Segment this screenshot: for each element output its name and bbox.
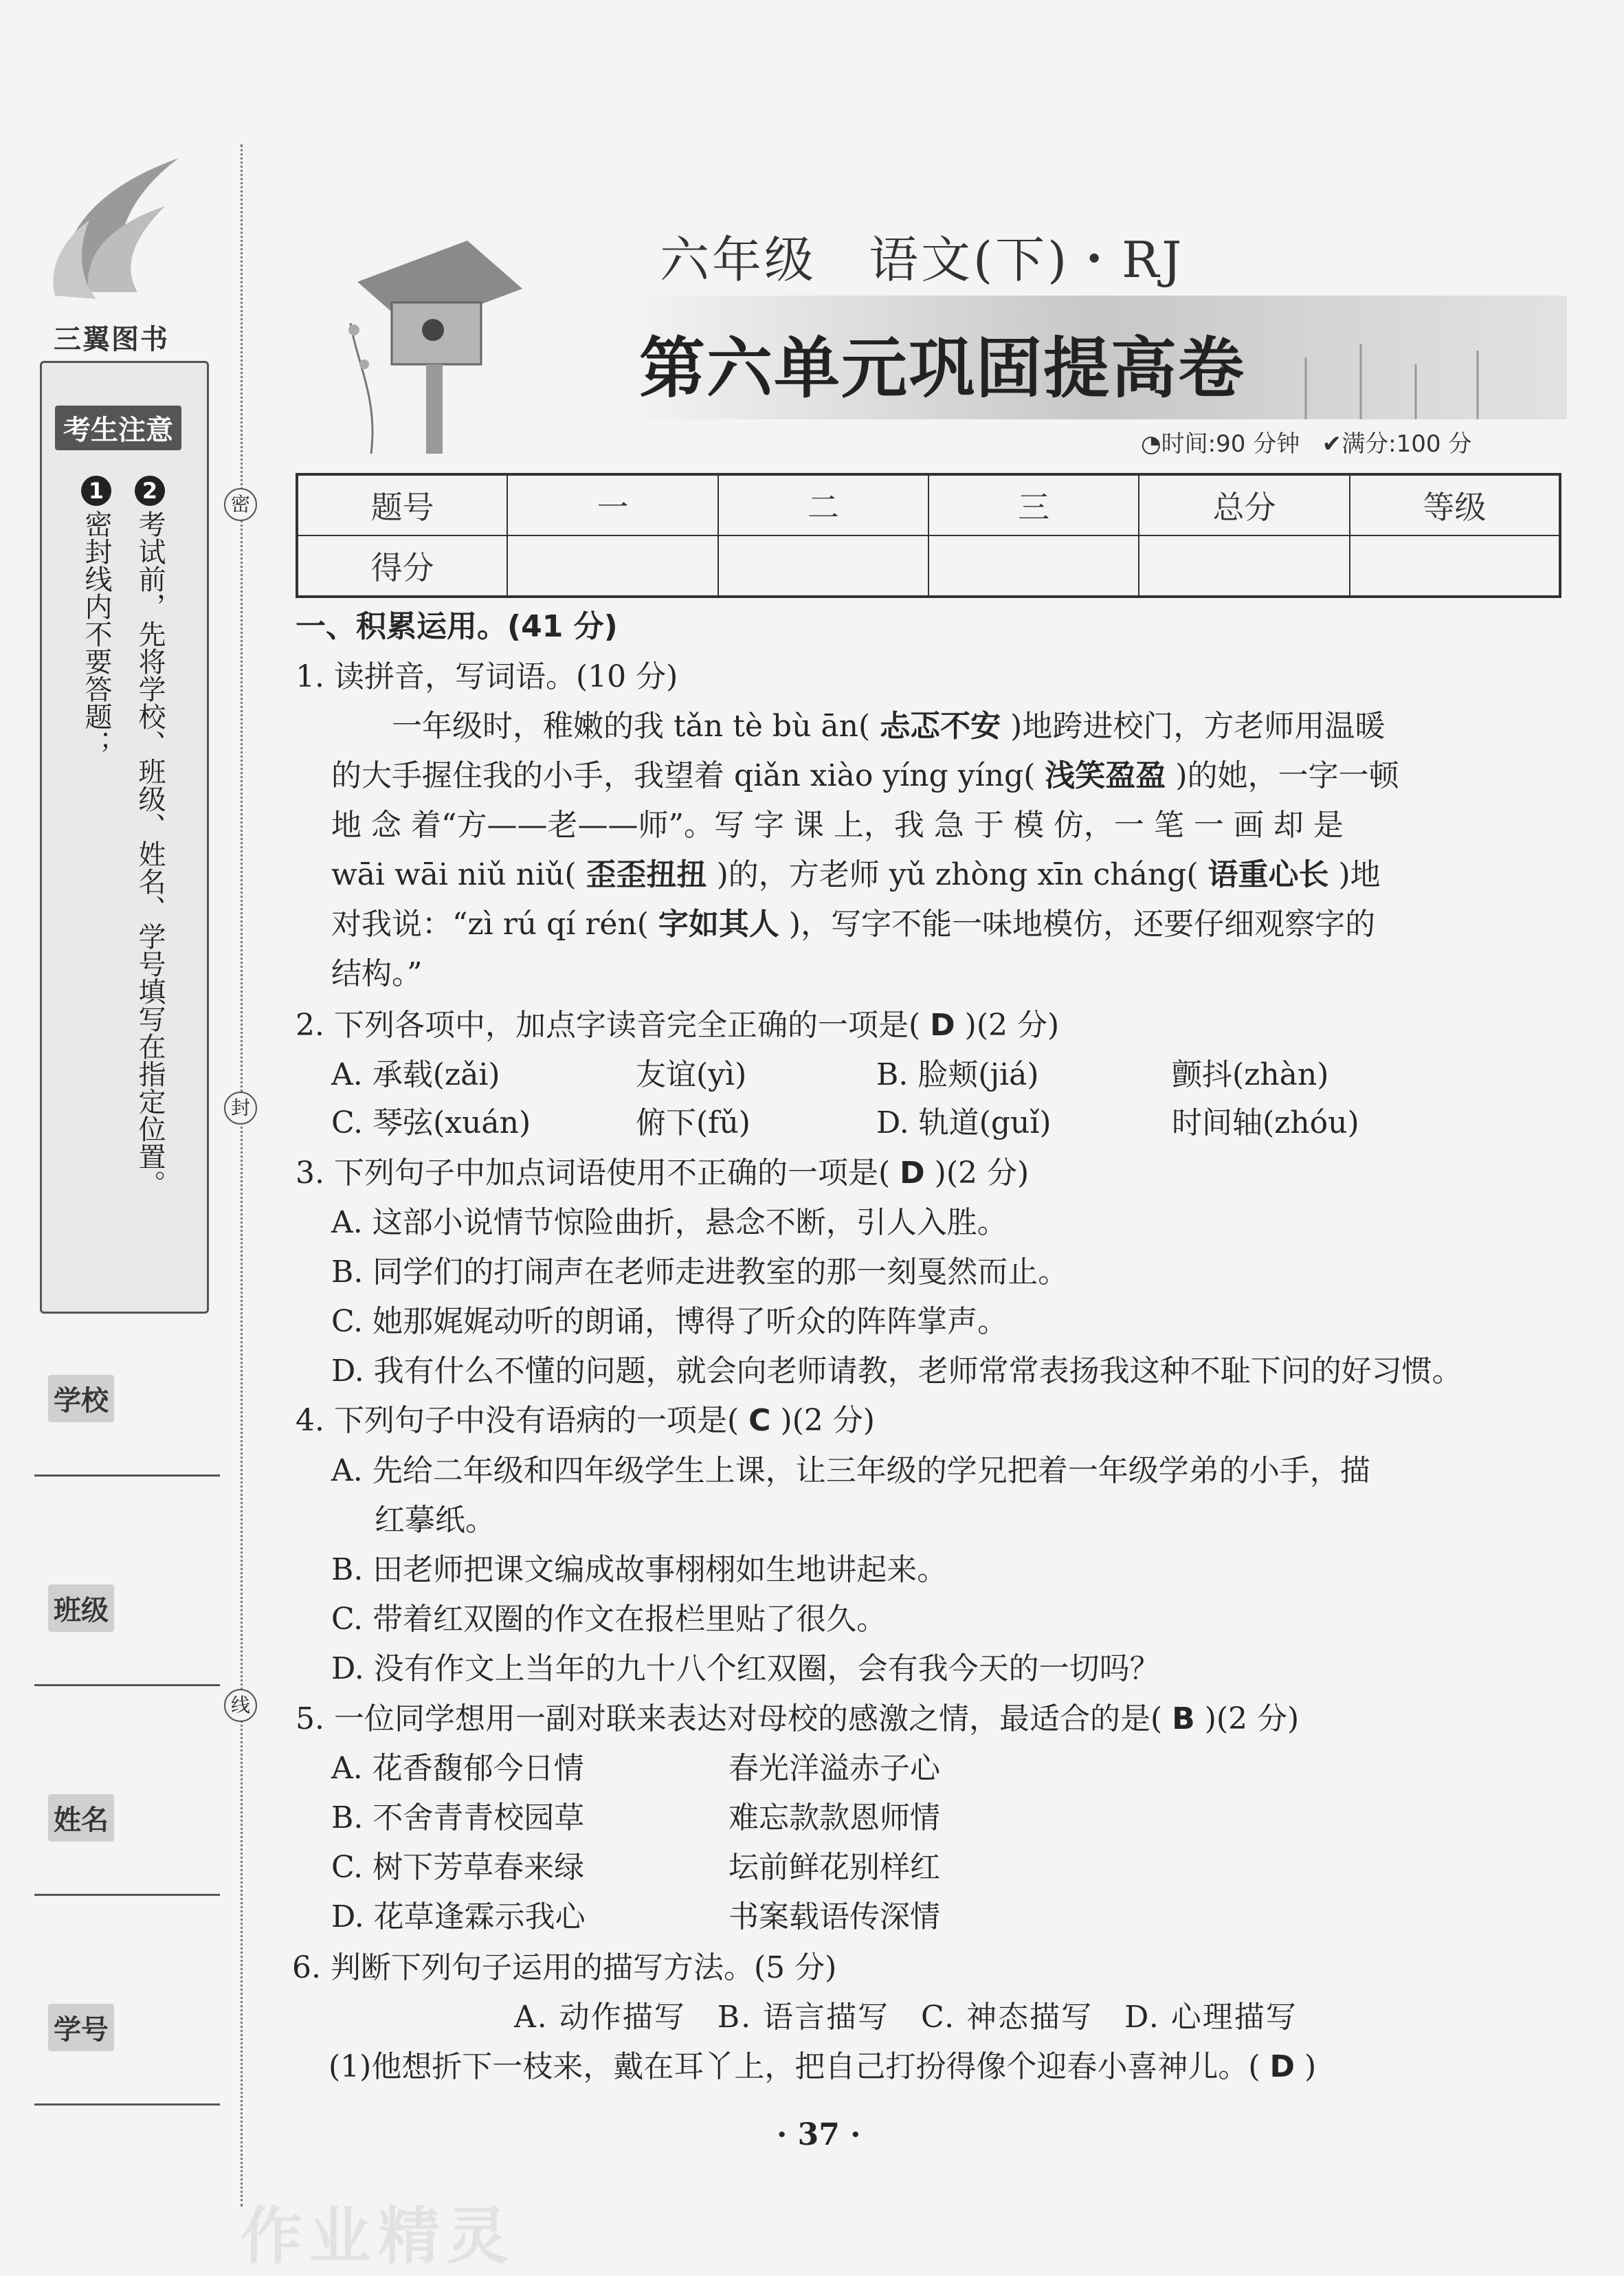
q3-answer: D: [900, 1156, 925, 1191]
publisher-name: 三翼图书: [54, 324, 169, 355]
q5-option-b: B. 不舍青青校园草: [331, 1800, 585, 1835]
q1-line-2: [331, 755, 1399, 797]
q1-text: )的，方老师 yǔ zhòng xīn cháng(: [716, 857, 1199, 892]
q3-option-b: B. 同学们的打闹声在老师走进教室的那一刻戛然而止。: [331, 1255, 1069, 1290]
full-score-text: 满分:100 分: [1342, 430, 1472, 458]
q2-option-b: B. 脸颊(jiá): [876, 1057, 1039, 1092]
q2-option-d: D. 轨道(guǐ): [876, 1105, 1052, 1140]
q4-option-c: C. 带着红双圈的作文在报栏里贴了很久。: [331, 1602, 887, 1637]
birdhouse-illustration-icon: [330, 227, 536, 454]
q3-text: 3. 下列句子中加点词语使用不正确的一项是(: [296, 1156, 891, 1191]
q1-text: )地: [1338, 857, 1381, 892]
q1-answer-5: 字如其人: [658, 907, 779, 942]
q1-text: )的她，一字一顿: [1175, 758, 1399, 793]
notice-text-2: 考试前，先将学校、班级、姓名、学号填写在指定位置。: [134, 510, 166, 1197]
q1-line-3: 地 念 着“方——老——师”。写 字 课 上，我 急 于 模 仿，一 笔 一 画 却 是: [331, 808, 1344, 843]
q2-text: )(2 分): [964, 1008, 1060, 1043]
q1-text: 对我说：“zì rú qí rén(: [331, 907, 649, 942]
q5-text: 5. 一位同学想用一副对联来表达对母校的感激之情，最适合的是(: [296, 1701, 1163, 1736]
q1-answer-2: 浅笑盈盈: [1045, 758, 1166, 793]
q4-stem: [296, 1400, 875, 1441]
q4-text: 4. 下列句子中没有语病的一项是(: [296, 1403, 739, 1438]
notice-item-2: [135, 476, 165, 506]
seal-line: [241, 144, 243, 2207]
q6-answer-1: D: [1269, 2049, 1295, 2084]
row-label: 得分: [297, 535, 507, 597]
seal-mark-feng: 封: [224, 1092, 257, 1125]
score-table-score-row: [297, 535, 1560, 597]
q1-text: )地跨进校门，方老师用温暖: [1010, 709, 1386, 744]
school-line[interactable]: [34, 1474, 220, 1477]
q1-text: )，写字不能一味地模仿，还要仔细观察字的: [788, 907, 1376, 942]
q1-answer-4: 语重心长: [1208, 857, 1329, 892]
grade-subject: 六年级 语文(下)・RJ: [660, 231, 1185, 289]
q6-sentence-1: [329, 2046, 1316, 2088]
q1-line-1: [392, 706, 1385, 747]
watermark: 作业精灵: [241, 2200, 515, 2273]
q5-option-c2: 坛前鲜花别样红: [728, 1850, 940, 1885]
score-table: [296, 473, 1561, 598]
q2-option-a2: 友谊(yì): [636, 1057, 747, 1092]
notice-box: [40, 361, 209, 1314]
q3-option-a: A. 这部小说情节惊险曲折，悬念不断，引人入胜。: [331, 1205, 1008, 1240]
q4-option-a-cont: 红摹纸。: [375, 1503, 496, 1538]
header-cell: 二: [718, 474, 928, 535]
q6-stem: 6. 判断下列句子运用的描写方法。(5 分): [292, 1950, 837, 1985]
seal-mark-mi: 密: [224, 488, 257, 521]
q1-line-6: 结构。”: [331, 956, 423, 991]
section-1-title: 一、积累运用。(41 分): [296, 609, 618, 644]
name-label: 姓名: [48, 1794, 114, 1842]
q5-answer: B: [1172, 1701, 1195, 1736]
q4-answer: C: [748, 1403, 771, 1438]
header-cell: 等级: [1350, 474, 1560, 535]
number-1-icon: 1: [81, 476, 111, 506]
score-cell[interactable]: [1350, 535, 1560, 597]
q6-methods: A. 动作描写 B. 语言描写 C. 神态描写 D. 心理描写: [514, 2000, 1298, 2035]
q3-text: )(2 分): [934, 1156, 1030, 1191]
q2-option-d2: 时间轴(zhóu): [1172, 1105, 1359, 1140]
time-limit: [1141, 425, 1471, 458]
class-line[interactable]: [34, 1684, 220, 1686]
score-cell[interactable]: [718, 535, 928, 597]
check-circle-icon: ✔: [1322, 430, 1342, 458]
student-id-line[interactable]: [34, 2103, 220, 2106]
header-cell: 三: [928, 474, 1139, 535]
q4-option-d: D. 没有作文上当年的九十八个红双圈，会有我今天的一切吗？: [331, 1651, 1160, 1686]
score-cell[interactable]: [1139, 535, 1349, 597]
q2-text: 2. 下列各项中，加点字读音完全正确的一项是(: [296, 1008, 921, 1043]
score-cell[interactable]: [507, 535, 718, 597]
q6-text: (1)他想折下一枝来，戴在耳丫上，把自己打扮得像个迎春小喜神儿。(: [329, 2049, 1260, 2084]
q4-option-a: A. 先给二年级和四年级学生上课，让三年级的学兄把着一年级学弟的小手，描: [331, 1453, 1370, 1488]
q3-option-d: D. 我有什么不懂的问题，就会向老师请教，老师常常表扬我这种不耻下问的好习惯。: [331, 1354, 1462, 1389]
unit-title: 第六单元巩固提高卷: [639, 329, 1245, 407]
notice-item-1: [81, 476, 111, 506]
q1-text: 一年级时，稚嫩的我 tǎn tè bù ān(: [392, 709, 871, 744]
notice-title: 考生注意: [55, 406, 181, 450]
header-cell: 一: [507, 474, 718, 535]
q3-stem: [296, 1153, 1029, 1194]
time-text: 时间:90 分钟: [1161, 430, 1300, 458]
school-label: 学校: [48, 1375, 114, 1422]
score-table-header-row: [297, 474, 1560, 535]
name-line[interactable]: [34, 1894, 220, 1896]
q1-stem: 1. 读拼音，写词语。(10 分): [296, 659, 678, 694]
q5-option-d: D. 花草逢霖示我心: [331, 1899, 586, 1934]
q2-option-a: A. 承载(zǎi): [331, 1057, 500, 1092]
q2-option-b2: 颤抖(zhàn): [1172, 1057, 1329, 1092]
q1-line-4: [331, 854, 1381, 896]
q5-text: )(2 分): [1204, 1701, 1300, 1736]
page-number: · 37 ·: [777, 2117, 861, 2152]
q3-option-c: C. 她那娓娓动听的朗诵，博得了听众的阵阵掌声。: [331, 1304, 1008, 1339]
q2-option-c: C. 琴弦(xuán): [331, 1105, 531, 1140]
q2-stem: [296, 1005, 1059, 1046]
number-2-icon: 2: [135, 476, 165, 506]
score-cell[interactable]: [928, 535, 1139, 597]
student-id-label: 学号: [48, 2004, 114, 2051]
header-cell: 总分: [1139, 474, 1349, 535]
q1-line-5: [331, 904, 1375, 945]
q5-option-a: A. 花香馥郁今日情: [331, 1751, 584, 1786]
q5-option-d2: 书案载语传深情: [728, 1899, 940, 1934]
class-label: 班级: [48, 1584, 114, 1632]
q2-option-c2: 俯下(fǔ): [636, 1105, 750, 1140]
notice-text-1: 密封线内不要答题；: [80, 510, 112, 758]
header-cell: 题号: [297, 474, 507, 535]
q1-text: wāi wāi niǔ niǔ(: [331, 857, 577, 892]
q5-option-b2: 难忘款款恩师情: [728, 1800, 940, 1835]
q1-answer-3: 歪歪扭扭: [586, 857, 707, 892]
q1-answer-1: 忐忑不安: [880, 709, 1001, 744]
q2-answer: D: [930, 1008, 955, 1043]
q1-text: 的大手握住我的小手，我望着 qiǎn xiào yíng yíng(: [331, 758, 1036, 793]
q4-option-b: B. 田老师把课文编成故事栩栩如生地讲起来。: [331, 1552, 948, 1587]
q6-text: ): [1304, 2049, 1317, 2084]
q4-text: )(2 分): [780, 1403, 875, 1438]
seal-mark-xian: 线: [224, 1689, 257, 1722]
q5-option-a2: 春光洋溢赤子心: [728, 1751, 940, 1786]
q5-stem: [296, 1699, 1299, 1740]
q5-option-c: C. 树下芳草春来绿: [331, 1850, 585, 1885]
clock-icon: ◔: [1141, 430, 1161, 458]
